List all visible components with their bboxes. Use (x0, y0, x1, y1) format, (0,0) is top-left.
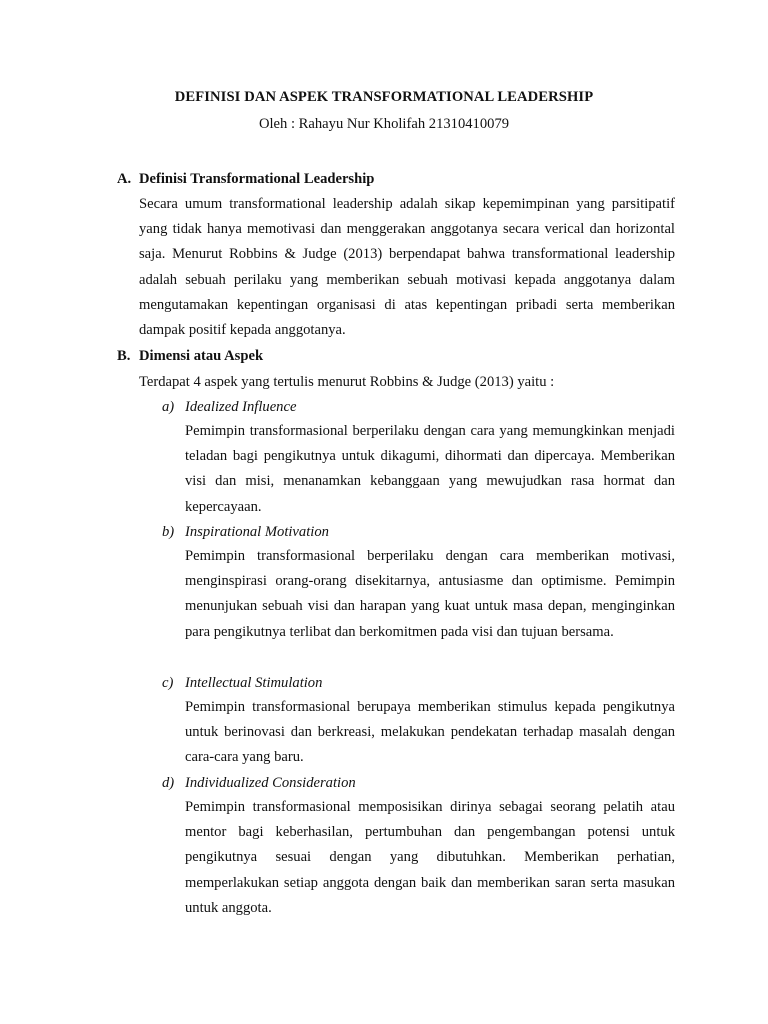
document-author: Oleh : Rahayu Nur Kholifah 21310410079 (258, 116, 510, 132)
section-b-title: Dimensi atau Aspek (139, 348, 264, 364)
aspect-b-marker: b) (162, 524, 175, 540)
aspect-a-marker: a) (162, 399, 175, 415)
aspect-a-title: Idealized Influence (185, 399, 297, 415)
aspect-d-marker: d) (162, 775, 175, 791)
section-b-heading (117, 346, 677, 366)
aspect-b-heading (162, 522, 672, 542)
aspect-a-paragraph: Pemimpin transformasional berperilaku dengan cara yang memungkinkan menjadi teladan bagi pengikutnya untuk dikagumi, dihormati dan dipercaya. Memberikan visi dan misi, menanamkan kebanggaan yang mewujudkan rasa hormat dan kepercayaan. (185, 423, 675, 515)
aspect-c-title: Intellectual Stimulation (185, 675, 323, 691)
section-a-title: Definisi Transformational Leadership (139, 171, 375, 187)
section-b-paragraph: Terdapat 4 aspek yang tertulis menurut Robbins & Judge (2013) yaitu : (139, 374, 555, 390)
aspect-c-paragraph: Pemimpin transformasional berupaya memberikan stimulus kepada pengikutnya untuk berinovasi dan berkreasi, melakukan pendekatan terhadap masalah dengan cara-cara yang baru. (185, 699, 675, 766)
aspect-d-title: Individualized Consideration (185, 775, 356, 791)
aspect-a-heading (162, 397, 672, 417)
aspect-b-paragraph: Pemimpin transformasional berperilaku dengan cara memberikan motivasi, menginspirasi orang-orang disekitarnya, antusiasme dan optimisme. Pemimpin menunjukan sebuah visi dan harapan yang kuat untuk masa depan, menginginkan para pengikutnya terlibat dan berkomitmen pada visi dan tujuan bersama. (185, 548, 675, 640)
aspect-d-paragraph: Pemimpin transformasional memposisikan dirinya sebagai seorang pelatih atau mentor bagi keberhasilan, pertumbuhan dan pengembangan potensi untuk pengikutnya sesuai dengan yang dibutuhkan. Memberikan perhatian, memperlakukan setiap anggota dengan baik dan memberikan saran serta masukan untuk anggota. (185, 799, 675, 916)
section-a-heading (117, 169, 677, 189)
aspect-d-heading (162, 773, 672, 793)
section-a-paragraph: Secara umum transformational leadership adalah sikap kepemimpinan yang parsitipatif yang tidak hanya memotivasi dan menggerakan anggotanya secara verical dan horizontal saja. Menurut Robbins & Judge (2013) berpendapat bahwa transformational leadership adalah sebuah perilaku yang memberikan sebuah motivasi kepada anggotanya dalam mengutamakan kepentingan organisasi di atas kepentingan pribadi serta memberikan dampak positif kepada anggotanya. (139, 196, 675, 339)
document-title: DEFINISI DAN ASPEK TRANSFORMATIONAL LEADERSHIP (174, 89, 594, 105)
aspect-c-marker: c) (162, 675, 174, 691)
aspect-b-title: Inspirational Motivation (185, 524, 329, 540)
section-a-marker: A. (117, 171, 132, 187)
aspect-c-heading (162, 673, 672, 693)
section-b-marker: B. (117, 348, 131, 364)
